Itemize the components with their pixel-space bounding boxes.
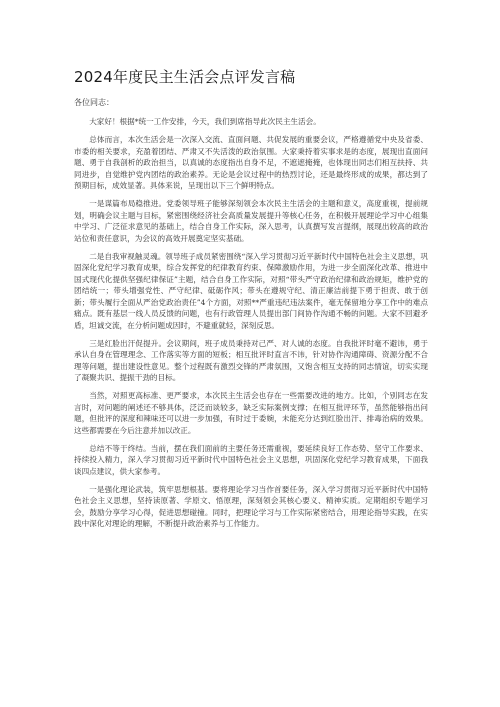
- salutation: 各位同志：: [74, 98, 114, 107]
- paragraph: 大家好！根据*统一工作安排，今天，我们到席指导此次民主生活会。: [89, 117, 321, 126]
- document-body: [74, 116, 428, 536]
- paragraph: 当然，对照更高标准、更严要求，本次民主生活会也存在一些需要改进的地方。比如，个别同志在发言时，对问题的阐述还不够具体，泛泛而谈较多，缺乏实际案例支撑；在相互批评环节，虽然能够指出问题，但批评的深度和辣味还可以进一步加强，有时过于委婉，未能充分达到红脸出汗、排毒治病的效果。这些都需要在今后注意并加以改正。: [74, 391, 428, 435]
- paragraph: 一是谋篇布局稳推进。党委领导班子能够深刻领会本次民主生活会的主题和意义，高度重视，提前规划，明确会议主题与目标，紧密围绕经济社会高质量发展提升等核心任务，在积极开展理论学习中心组集中学习、广泛征求意见的基础上，结合自身工作实际，深入思考，认真撰写发言提纲，展现出较高的政治站位和责任意识，为会议的高效开展奠定坚实基础。: [74, 199, 428, 243]
- paragraph: 三是红脸出汗促提升。会议期间，班子成员秉持对己严、对人诚的态度。自我批评时毫不避讳，勇于承认自身在管理理念、工作落实等方面的短板；相互批评时直言不讳，针对协作沟通障碍、资源分配不合理等问题，提出建设性意见。整个过程既有激烈交锋的严肃氛围，又饱含相互支持的同志情谊，切实实现了凝聚共识、提振干劲的目标。: [74, 338, 428, 382]
- page-title: 2024年度民主生活会点评发言稿: [74, 68, 296, 86]
- paragraph: 总结不等于终结。当前，摆在我们面前的主要任务还需重视，要延续良好工作态势、坚守工作要求、持续投入精力，深入学习贯彻习近平新时代中国特色社会主义思想，巩固深化党纪学习教育成果，下面我谈四点建议，供大家参考。: [74, 443, 428, 476]
- paragraph: 一是强化理论武装，筑牢思想根基。要将理论学习当作首要任务，深入学习贯彻习近平新时代中国特色社会主义思想，坚持读原著、学原文、悟原理，深刻领会其核心要义、精神实质。定期组织专题学习会，鼓励分享学习心得，促进思想碰撞。同时，把理论学习与工作实际紧密结合，用理论指导实践，在实践中深化对理论的理解，不断提升政治素养与工作能力。: [74, 484, 428, 528]
- paragraph: 二是自我审视触灵魂。领导班子成员紧密围绕“深入学习贯彻习近平新时代中国特色社会主义思想，巩固深化党纪学习教育成果，综合发挥党的纪律教育约束、保障激励作用，为进一步全面深化改革、推进中国式现代化提供坚强纪律保证”主题，结合自身工作实际，对照“带头严守政治纪律和政治规矩，维护党的团结统一；带头增强党性、严守纪律、砥砺作风；带头在遵规守纪、清正廉洁前提下勇于担责、敢于创新；带头履行全面从严治党政治责任”4个方面，对照**严重违纪违法案件，毫无保留地分享工作中的难点痛点。既有基层一线人员反馈的问题，也有行政管理人员提出部门间协作沟通不畅的问题。大家不回避矛盾，坦诚交流，在分析问题成因时，不避重就轻，深刻反思。: [74, 251, 428, 330]
- paragraph: 总体而言，本次生活会是一次深入交流、直面问题、共促发展的重要会议，严格遵循党中央及省委、市委的相关要求，充盈着团结、严肃又不失活泼的政治氛围。大家秉持着实事求是的态度，展现出直面问题、勇于自我剖析的政治担当，以真诚的态度指出自身不足，不遮遮掩掩，也体现出同志们相互扶持、共同进步，自觉维护党内团结的政治素养。无论是会议过程中的热烈讨论，还是最终形成的成果，都达到了预期目标，成效显著。具体来说，呈现出以下三个鲜明特点。: [74, 135, 428, 190]
